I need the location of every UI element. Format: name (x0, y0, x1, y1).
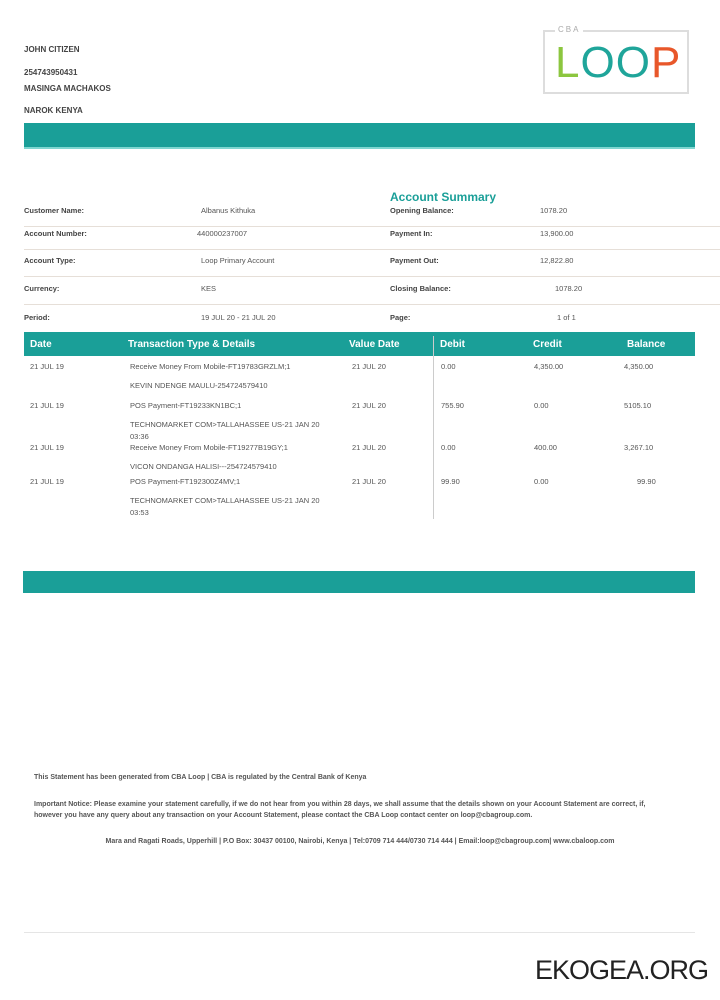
summary-label: Payment Out: (390, 256, 439, 265)
summary-label: Account Number: (24, 229, 87, 238)
summary-label: Period: (24, 313, 50, 322)
cell-date: 21 JUL 19 (30, 401, 64, 410)
row-separator (24, 304, 720, 305)
summary-label: Closing Balance: (390, 284, 451, 293)
summary-value: 19 JUL 20 - 21 JUL 20 (201, 313, 276, 322)
watermark: EKOGEA.ORG (534, 955, 708, 985)
summary-value: KES (201, 284, 217, 293)
cell-details-2: 03:53 (130, 508, 149, 517)
address-line-1: MASINGA MACHAKOS (24, 84, 111, 93)
cell-balance: 4,350.00 (624, 362, 654, 371)
bank-address: Mara and Ragati Roads, Upperhill | P.O Box: 30437 00100, Nairobi, Kenya | Tel:0709 714 444/0730 714 444 | Email:loop@cbagroup.com| www.cbaloop.com (105, 838, 615, 845)
summary-label: Currency: (24, 284, 60, 293)
summary-value: 1078.20 (555, 284, 583, 293)
col-header-credit: Credit (533, 339, 562, 350)
summary-value: 13,900.00 (540, 229, 574, 238)
summary-label: Page: (390, 313, 411, 322)
header-band (24, 123, 695, 149)
cell-details: VICON ONDANGA HALISI---254724579410 (130, 462, 277, 471)
summary-value: 1078.20 (540, 206, 568, 215)
summary-value: 1 of 1 (557, 313, 576, 322)
col-header-value-date: Value Date (349, 339, 400, 350)
summary-value: Loop Primary Account (201, 256, 275, 265)
cell-debit: 99.90 (441, 477, 460, 486)
cell-details: TECHNOMARKET COM>TALLAHASSEE US-21 JAN 20 (130, 496, 320, 505)
cell-date: 21 JUL 19 (30, 362, 64, 371)
cell-date: 21 JUL 19 (30, 443, 64, 452)
cell-value-date: 21 JUL 20 (352, 443, 386, 452)
summary-value: 440000237007 (197, 229, 248, 238)
row-separator (24, 226, 720, 227)
account-summary-title: Account Summary (390, 190, 497, 204)
cell-type: POS Payment-FT19233KN1BC;1 (130, 401, 242, 410)
cell-value-date: 21 JUL 20 (352, 401, 386, 410)
cell-type: POS Payment-FT192300Z4MV;1 (130, 477, 241, 486)
summary-label: Opening Balance: (390, 206, 454, 215)
customer-name-header: JOHN CITIZEN (24, 45, 80, 54)
cell-value-date: 21 JUL 20 (352, 477, 386, 486)
cell-debit: 755.90 (441, 401, 464, 410)
cell-credit: 0.00 (534, 401, 549, 410)
cell-debit: 0.00 (441, 362, 456, 371)
col-header-debit: Debit (440, 339, 465, 350)
cba-loop-logo (543, 25, 689, 94)
bottom-divider (24, 932, 695, 933)
col-header-balance: Balance (627, 339, 666, 350)
cell-type: Receive Money From Mobile-FT19277B19GY;1 (130, 443, 288, 452)
cell-balance: 99.90 (637, 477, 656, 486)
logo-cba-text: CBA (555, 25, 583, 34)
summary-value: 12,822.80 (540, 256, 574, 265)
col-header-date: Date (30, 339, 52, 350)
notice-line-1: Important Notice: Please examine your statement carefully, if we do not hear from you within 28 days, we shall assume that the details shown on your Account Statement are correct, if, (34, 801, 646, 808)
cell-debit: 0.00 (441, 443, 456, 452)
table-divider (433, 336, 434, 519)
cell-balance: 5105.10 (624, 401, 652, 410)
summary-value: Albanus Kithuka (201, 206, 256, 215)
address-line-2: NAROK KENYA (24, 106, 83, 115)
cell-balance: 3,267.10 (624, 443, 654, 452)
cell-value-date: 21 JUL 20 (352, 362, 386, 371)
notice-line-2: however you have any query about any transaction on your Account Statement, please contact the CBA Loop contact center on loop@cbagroup.com. (34, 812, 533, 819)
cell-credit: 4,350.00 (534, 362, 564, 371)
customer-phone: 254743950431 (24, 68, 78, 77)
footer-band (23, 571, 695, 593)
logo-loop-text: LOOP (555, 38, 682, 87)
cell-type: Receive Money From Mobile-FT19783GRZLM;1 (130, 362, 291, 371)
summary-label: Account Type: (24, 256, 76, 265)
col-header-details: Transaction Type & Details (128, 339, 256, 350)
summary-label: Payment In: (390, 229, 433, 238)
generated-note: This Statement has been generated from CBA Loop | CBA is regulated by the Central Bank of Kenya (34, 774, 367, 781)
cell-details: TECHNOMARKET COM>TALLAHASSEE US-21 JAN 20 (130, 420, 320, 429)
row-separator (24, 276, 720, 277)
row-separator (24, 249, 720, 250)
cell-credit: 400.00 (534, 443, 557, 452)
cell-date: 21 JUL 19 (30, 477, 64, 486)
cell-details-2: 03:36 (130, 432, 149, 441)
summary-label: Customer Name: (24, 206, 85, 215)
cell-credit: 0.00 (534, 477, 549, 486)
cell-details: KEVIN NDENGE MAULU-254724579410 (130, 381, 268, 390)
